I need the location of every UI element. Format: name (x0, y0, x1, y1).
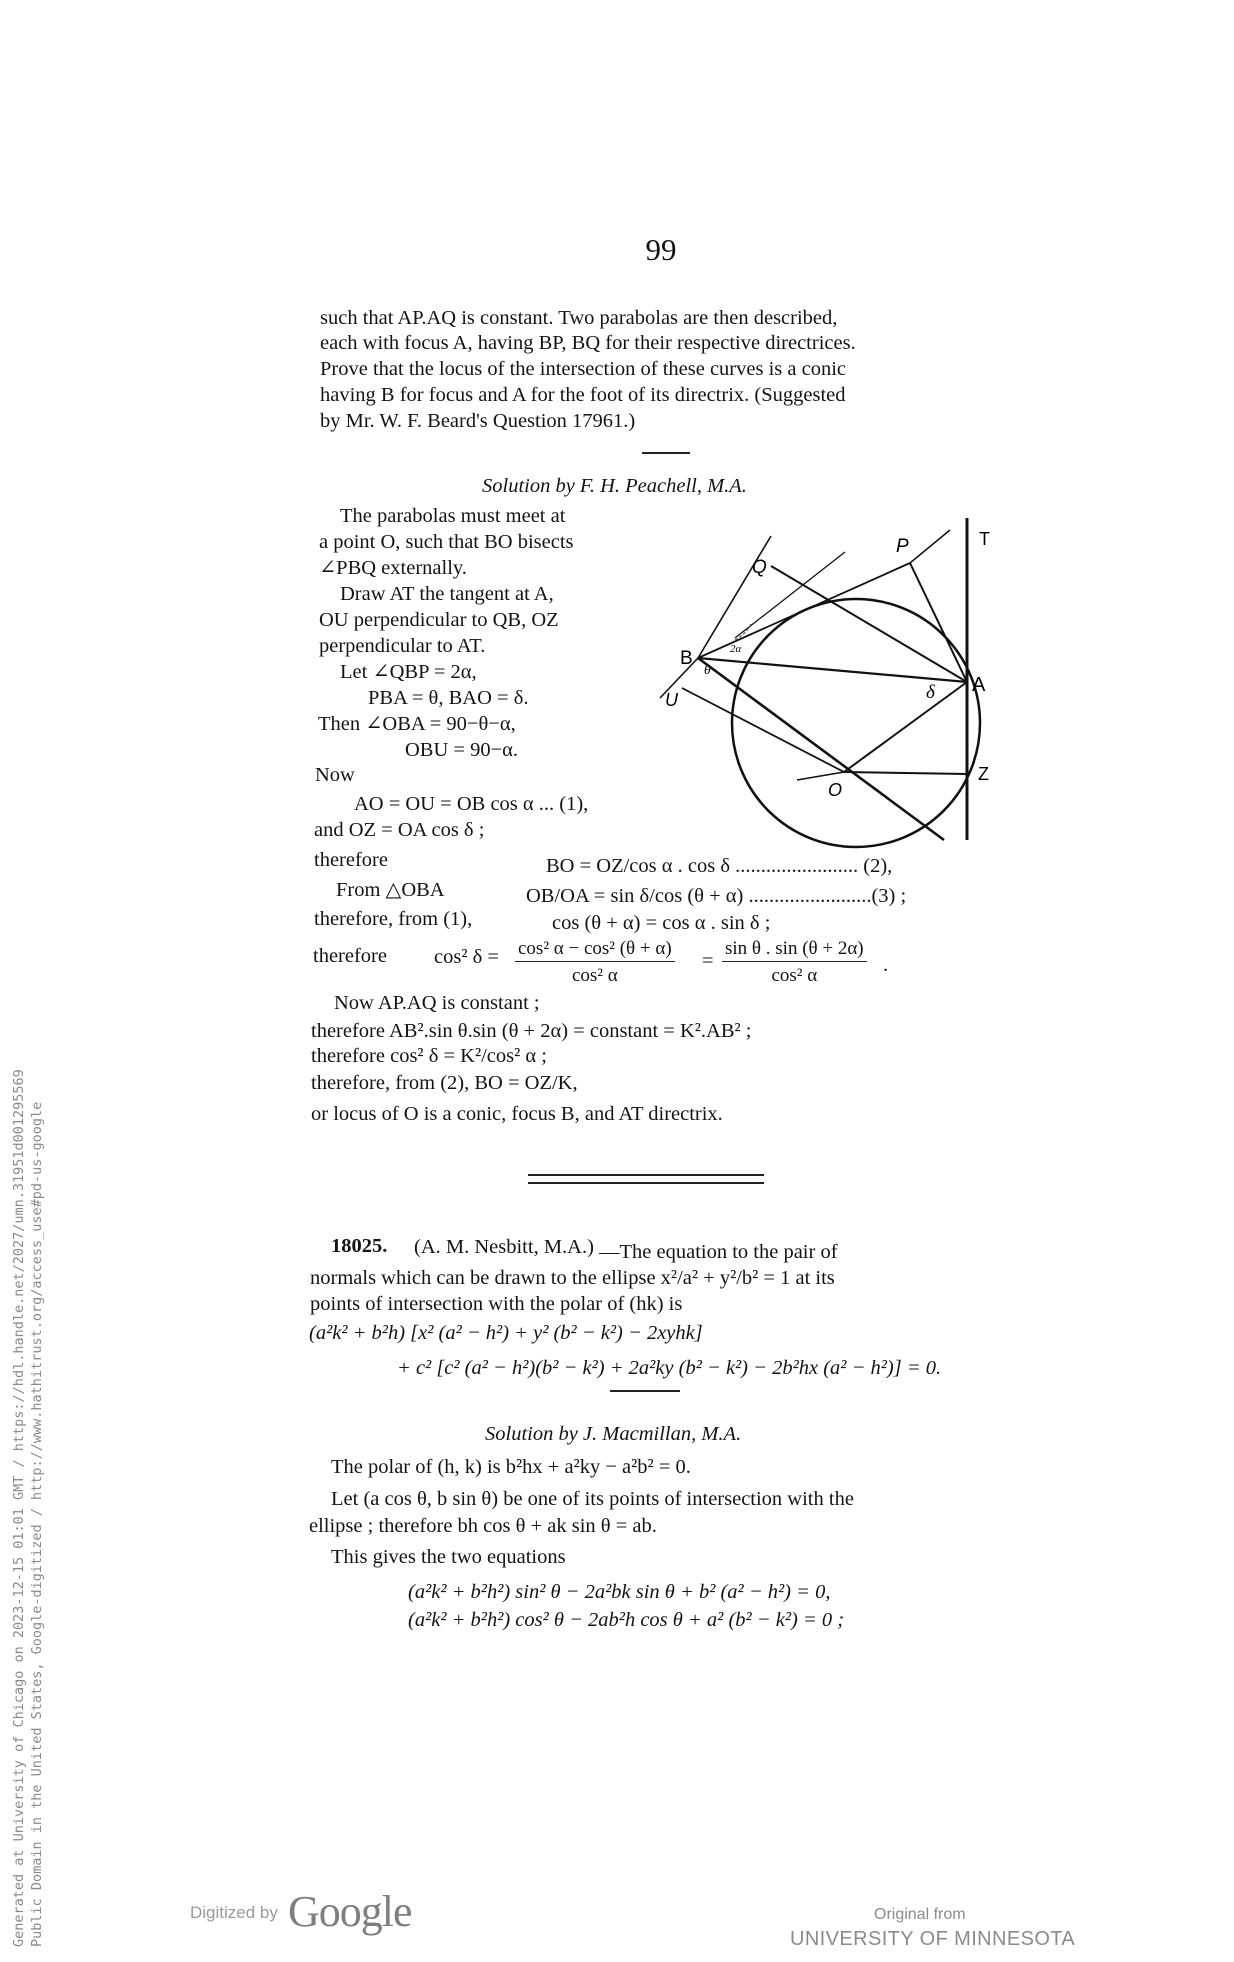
solution-2-line: ellipse ; therefore bh cos θ + ak sin θ = ab. (309, 1515, 657, 1537)
solution-line: Draw AT the tangent at A, (340, 583, 554, 605)
solution-line: OU perpendicular to QB, OZ (319, 609, 559, 631)
page-number: 99 (645, 232, 677, 267)
intro-line: each with focus A, having BP, BQ for their respective directrices. (320, 332, 856, 354)
label-delta: δ (926, 682, 935, 703)
problem-number: 18025. (331, 1235, 388, 1257)
problem-line: —The equation to the pair of (599, 1241, 838, 1263)
intro-line: Prove that the locus of the intersection of these curves is a conic (320, 358, 847, 380)
solution-line: Now (315, 764, 355, 786)
line-qa (771, 566, 967, 682)
formula: OB/OA = sin δ/cos (θ + α) ........................(3) ; (526, 885, 907, 907)
fraction-1 (515, 939, 675, 985)
solution-line: perpendicular to AT. (319, 635, 486, 657)
rule-top (528, 1174, 764, 1176)
solution-line: AO = OU = OB cos α ... (1), (354, 793, 589, 815)
closing-line: or locus of O is a conic, focus B, and AT directrix. (311, 1103, 723, 1125)
label-two-alpha: 2α (730, 643, 742, 655)
intro-line: by Mr. W. F. Beard's Question 17961.) (320, 410, 636, 432)
formula-label: therefore, from (1), (314, 908, 473, 930)
label-u: U (665, 690, 678, 710)
problem-equation: (a²k² + b²h) [x² (a² − h²) + y² (b² − k²) − 2xyhk] (309, 1322, 703, 1344)
equation-lhs: cos² δ = (434, 946, 499, 968)
line-ba (698, 658, 967, 682)
fraction-denominator: cos² α (571, 965, 618, 986)
solution-line: ∠PBQ externally. (319, 557, 467, 579)
label-theta: θ (704, 663, 711, 678)
problem-line: points of intersection with the polar of (hk) is (310, 1293, 683, 1315)
fraction-numerator: sin θ . sin (θ + 2α) (722, 939, 867, 962)
intro-line: having B for focus and A for the foot of its directrix. (Suggested (320, 384, 846, 406)
solution-line: PBA = θ, BAO = δ. (368, 687, 529, 709)
closing-line: therefore cos² δ = K²/cos² α ; (311, 1045, 547, 1067)
solution-2-equation: (a²k² + b²h²) sin² θ − 2a²bk sin θ + b² (a² − h²) = 0, (408, 1581, 831, 1603)
problem-line: normals which can be drawn to the ellipse x²/a² + y²/b² = 1 at its (310, 1267, 835, 1289)
equation-label: therefore (313, 945, 387, 967)
label-q: Q (752, 557, 767, 578)
geometry-figure (640, 510, 1010, 850)
label-p: P (896, 536, 909, 557)
formula-label: therefore (314, 849, 388, 871)
solution-line: Then ∠OBA = 90−θ−α, (318, 713, 516, 735)
solution-2-line: The polar of (h, k) is b²hx + a²ky − a²b² = 0. (331, 1456, 691, 1478)
line-pq-extension (910, 530, 950, 563)
circle (732, 599, 980, 847)
label-a: A (972, 674, 986, 696)
line-o-lower (797, 772, 844, 780)
solution-2-heading: Solution by J. Macmillan, M.A. (485, 1423, 742, 1445)
label-o: O (828, 780, 843, 800)
solution-2-line: This gives the two equations (331, 1546, 566, 1568)
formula: BO = OZ/cos α . cos δ ........................ (2), (546, 855, 893, 877)
solution-line: The parabolas must meet at (340, 505, 566, 527)
original-from: Original from (874, 1906, 966, 1923)
digitized-by: Digitized by (190, 1903, 278, 1922)
label-z: Z (978, 764, 989, 784)
watermark-line: Public Domain in the United States, Google-digitized / http://www.hathitrust.org/access_use#pd-us-google (29, 1101, 45, 1947)
solution-line: a point O, such that BO bisects (319, 531, 574, 553)
label-b: B (680, 648, 693, 669)
side-watermark (10, 0, 50, 1947)
line-bq (698, 536, 771, 658)
problem-equation: + c² [c² (a² − h²)(b² − k²) + 2a²ky (b² − k²) − 2b²hx (a² − h²)] = 0. (397, 1357, 942, 1379)
solution-2-line: Let (a cos θ, b sin θ) be one of its points of intersection with the (331, 1488, 854, 1510)
closing-line: therefore, from (2), BO = OZ/K, (311, 1072, 578, 1094)
university-name: UNIVERSITY OF MINNESOTA (790, 1928, 1076, 1950)
short-rule (610, 1390, 680, 1392)
watermark-line: Generated at University of Chicago on 2023-12-15 01:01 GMT / https://hdl.handle.net/2027/umn.31951d001295569 (11, 1069, 27, 1947)
period: . (883, 954, 889, 976)
fraction-denominator: cos² α (771, 965, 818, 986)
solution-heading: Solution by F. H. Peachell, M.A. (482, 475, 747, 497)
solution-line: OBU = 90−α. (405, 739, 519, 761)
fraction-2 (722, 939, 867, 985)
short-rule (642, 452, 690, 454)
closing-line: therefore AB².sin θ.sin (θ + 2α) = constant = K².AB² ; (311, 1020, 752, 1042)
rule-bottom (528, 1182, 764, 1184)
google-wordmark: Google (288, 1887, 412, 1936)
formula: cos (θ + α) = cos α . sin δ ; (552, 912, 771, 934)
line-oa (844, 682, 967, 772)
fraction-numerator: cos² α − cos² (θ + α) (515, 939, 675, 962)
line-ou (682, 688, 844, 772)
formula-label: From △OBA (336, 879, 445, 901)
intro-line: such that AP.AQ is constant. Two parabolas are then described, (320, 307, 838, 329)
closing-line: Now AP.AQ is constant ; (334, 992, 540, 1014)
solution-2-equation: (a²k² + b²h²) cos² θ − 2ab²h cos θ + a² (b² − k²) = 0 ; (408, 1609, 845, 1631)
problem-proposer: (A. M. Nesbitt, M.A.) (414, 1236, 594, 1258)
equals-sign: = (702, 950, 714, 972)
label-t: T (979, 529, 990, 549)
solution-line: Let ∠QBP = 2α, (340, 661, 477, 683)
line-oz (844, 772, 967, 774)
solution-line: and OZ = OA cos δ ; (314, 819, 485, 841)
